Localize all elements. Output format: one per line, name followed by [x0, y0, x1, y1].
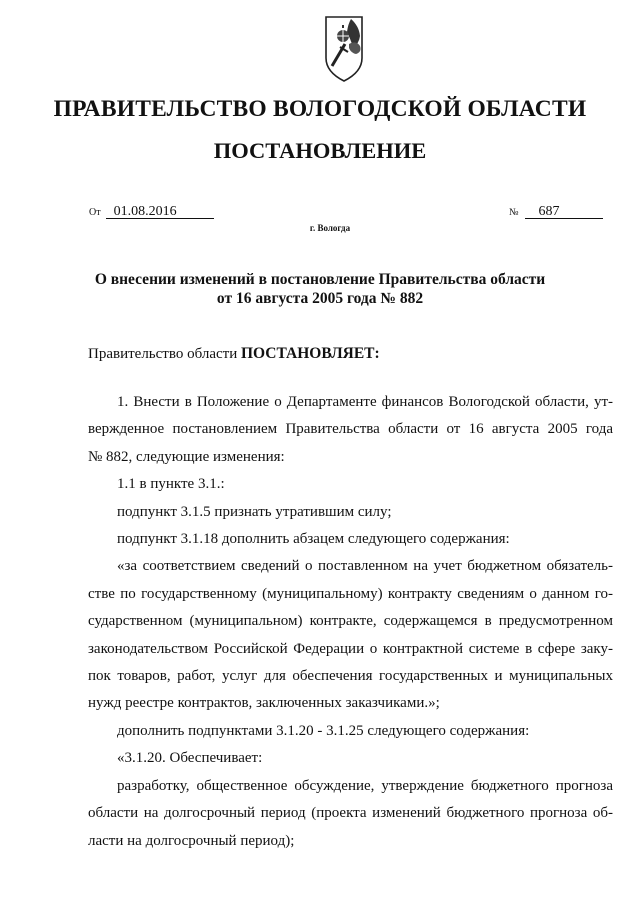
paragraph-line: вержденное постановлением Правительства области от 16 августа 2005 года [88, 421, 613, 438]
lead-paragraph [88, 340, 613, 368]
paragraph-line: «за соответствием сведений о поставленном на учет бюджетном обязатель- [117, 558, 613, 575]
paragraph-line: № 882, следующие изменения: [88, 448, 285, 465]
number-prefix: № [509, 207, 519, 218]
paragraph-line: дополнить подпунктами 3.1.20 - 3.1.25 следующего содержания: [117, 722, 530, 739]
paragraph-line: сударственном (муниципальном) контракте, содержащемся в предусмотренном [88, 613, 613, 630]
paragraph-line: 1.1 в пункте 3.1.: [117, 476, 225, 493]
date-prefix: От [89, 207, 101, 218]
document-body [88, 389, 613, 855]
subject-line: от 16 августа 2005 года № 882 [216, 290, 424, 307]
paragraph-line: 1. Внести в Положение о Департаменте финансов Вологодской области, ут- [117, 394, 613, 410]
document-number [509, 204, 603, 220]
paragraph-line: нужд реестре контрактов, заключенных заказчиками.»; [88, 695, 440, 712]
number-value: 687 [525, 205, 603, 219]
document-date [89, 204, 214, 220]
coat-of-arms-icon [323, 14, 365, 84]
paragraph-line: законодательством Российской Федерации о контрактной системе в сфере заку- [88, 640, 613, 657]
paragraph-line: стве по государственному (муниципальному) контракту сведениям о данном го- [88, 585, 613, 602]
lead-emphasis: ПОСТАНОВЛЯЕТ: [240, 345, 380, 362]
city: г. Вологда [309, 223, 351, 233]
document-subject [0, 270, 640, 308]
paragraph-line: разработку, общественное обсуждение, утверждение бюджетного прогноза [117, 777, 613, 794]
paragraph-line: подпункт 3.1.18 дополнить абзацем следующего содержания: [117, 531, 510, 548]
organization-title: ПРАВИТЕЛЬСТВО ВОЛОГОДСКОЙ ОБЛАСТИ [53, 96, 587, 122]
paragraph-line: «3.1.20. Обеспечивает: [117, 750, 263, 767]
date-value: 01.08.2016 [106, 205, 214, 219]
paragraph-line: подпункт 3.1.5 признать утратившим силу; [117, 503, 392, 520]
paragraph-line: ласти на долгосрочный период); [88, 832, 295, 849]
lead-text: Правительство области [88, 346, 241, 362]
document-type: ПОСТАНОВЛЕНИЕ [213, 138, 427, 163]
paragraph-line: области на долгосрочный период (проекта изменений бюджетного прогноза об- [88, 805, 613, 822]
paragraph-line: пок товаров, работ, услуг для обеспечения государственных и муниципальных [88, 668, 613, 685]
subject-line: О внесении изменений в постановление Правительства области [94, 271, 546, 288]
